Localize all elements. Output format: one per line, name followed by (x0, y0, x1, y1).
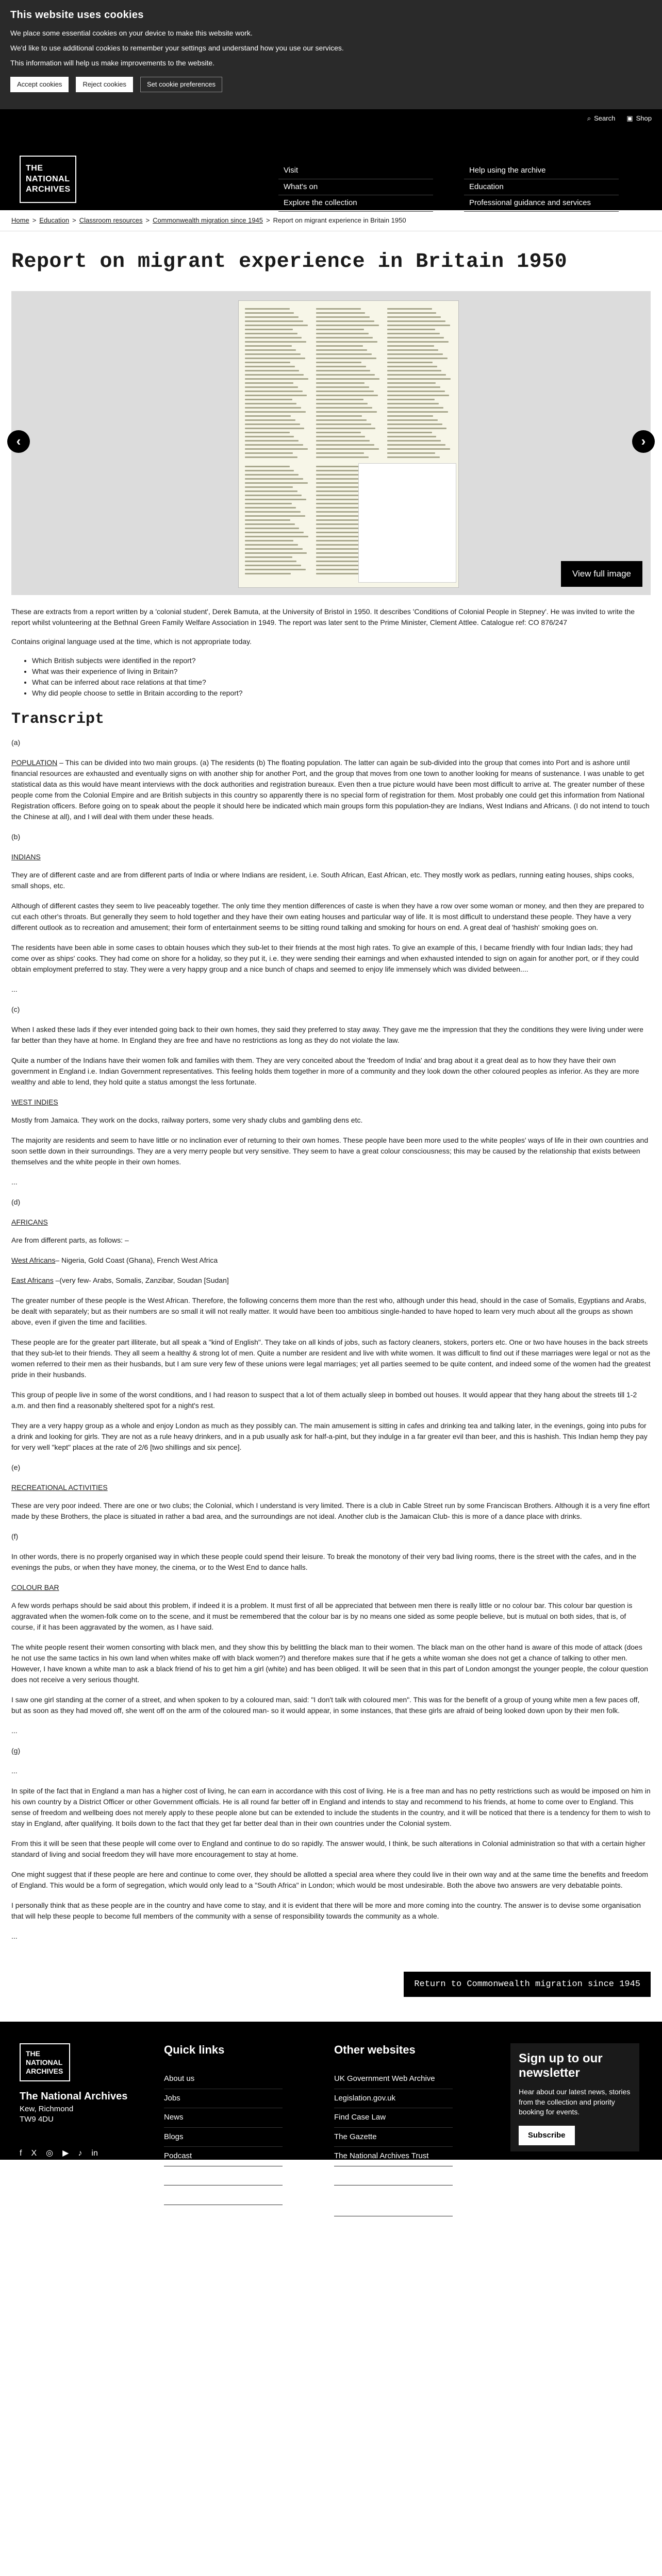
newsletter-signup (510, 2043, 639, 2151)
paragraph: In spite of the fact that in England a man has a higher cost of living, he can earn in accordance with this cost of living. He is a free man and has no petty restrictions such as would be imposed on him in his own country by a District Officer or other Government officials. He is all round far better off in England and intends to stay and recommend to his friends, at home to come over to England. This sense of freedom and wellbeing does not merely apply to these people alone but can be extended to include the students in the country, and it will be noticed that there is a tendency for them to wish to stay in England, after qualifying. It boils down to the fact that they get far better deal than in their own countries under the Colonial system. (11, 1786, 651, 1827)
facebook-icon[interactable]: f (20, 2149, 22, 2158)
transcript-heading: Transcript (11, 710, 105, 728)
footer-link[interactable]: The Gazette (334, 2128, 453, 2147)
section-marker: (c) (11, 1005, 20, 1013)
paragraph: They are a very happy group as a whole and enjoy London as much as they possibly can. The main amusement is sitting in cafes and drinking tea and talking later, in the evenings, going into pubs for a drink and looking for girls. They are not as a rule heavy drinkers, and in a pub usually ask for half-a-pint, but they indulge in a far greater evil than beer, and this is hashish. This Indian hemp they pay for very well "kept" places at the rate of 2/6 [two shillings and six pence]. (11, 1421, 648, 1451)
breadcrumb-education[interactable]: Education (39, 216, 70, 224)
paragraph: These are very poor indeed. There are one or two clubs; the Colonial, which I understand is very limited. There is a club in Cable Street run by some Franciscan Brothers. Although it is a very fine effort made by these Brothers, the place is situated in rather a bad area, and the surroundings are not ideal. Another club is the Jamaican Club- this is more of a dance place with drinks. (11, 1501, 650, 1520)
ellipsis: ... (11, 985, 18, 993)
question: • Why did people choose to settle in Britain according to the report? (32, 688, 651, 699)
footer-link[interactable]: About us (164, 2070, 283, 2089)
shop-icon: ▣ (626, 114, 633, 123)
ellipsis: ... (11, 1726, 18, 1735)
next-arrow-icon[interactable]: › (632, 430, 655, 453)
paragraph: I personally think that as these people are in the country and have come to stay, and it is evident that there will be more and more coming into the country. The answer is to devise some organisation that will help these people to become full members of the community with a sense of responsibility towards the community as a whole. (11, 1901, 641, 1920)
section-heading: WEST INDIES (11, 1097, 58, 1106)
view-full-image-button[interactable]: View full image (561, 561, 642, 587)
footer-link[interactable]: Find Case Law (334, 2108, 453, 2128)
footer-link[interactable]: The National Archives Design System (334, 2185, 453, 2216)
footer-link[interactable]: Contact us (164, 2185, 283, 2205)
paragraph: In other words, there is no properly organised way in which these people could spend their leisure. To break the monotony of their very bad living rooms, there is the street with the cafes, and in the evenings the pubs, or when they have money, the cinema, or to the West End to dance halls. (11, 1552, 637, 1571)
nav-whats-on[interactable]: What's on (278, 179, 433, 196)
section-heading: COLOUR BAR (11, 1583, 59, 1591)
other-websites (334, 2041, 453, 2216)
document-image (238, 300, 459, 588)
section-marker: (e) (11, 1463, 21, 1471)
other-websites-title: Other websites (334, 2043, 416, 2056)
subscribe-button[interactable]: Subscribe (519, 2126, 575, 2146)
paragraph: Although of different castes they seem to live peaceably together. The only time they mention differences of caste is when they have a row over some woman or money, and then they are prepared to cut each other's throats. But generally they seem to hold together and they have their own eating houses and particular way of life. It is most difficult to understand these people. They have a very different outlook as to recreation and amusement; their form of entertainment seems to be sitting round talking and smoking for hours on end. A great deal of 'hashish' smoking goes on. (11, 901, 644, 931)
top-bar (0, 109, 662, 128)
cookie-preferences-button[interactable]: Set cookie preferences (140, 77, 222, 92)
paragraph: Are from different parts, as follows: – (11, 1235, 129, 1244)
x-icon[interactable]: X (31, 2149, 37, 2158)
footer-link[interactable]: Podcast (164, 2147, 283, 2166)
section-marker: (g) (11, 1746, 21, 1755)
shop-link[interactable]: ▣ Shop (626, 113, 652, 124)
nav-services[interactable]: Professional guidance and services (464, 195, 619, 212)
search-link[interactable]: ⌕ Search (587, 113, 615, 124)
nav-education[interactable]: Education (464, 179, 619, 196)
question: • What was their experience of living in Britain? (32, 666, 651, 677)
nav-explore[interactable]: Explore the collection (278, 195, 433, 212)
main-nav-right (464, 163, 619, 212)
reject-cookies-button[interactable]: Reject cookies (76, 77, 133, 92)
youtube-icon[interactable]: ▶ (62, 2149, 69, 2158)
cookie-text: We place some essential cookies on your device to make this website work. (10, 29, 253, 37)
footer-link[interactable]: The National Archives Trust (334, 2147, 453, 2166)
paragraph: They are of different caste and are from different parts of India or where Indians are resident, i.e. South African, East African, etc. They mostly work as pedlars, running eating houses, ships cooks, small shops, etc. (11, 870, 634, 890)
paragraph: These people are for the greater part illiterate, but all speak a "kind of English". They take on all kinds of jobs, such as factory cleaners, stokers, porters etc. One or two have houses in the back streets that they sub-let to their friends. They all seem a healthy & strong lot of men. Quite a number are resident and live with white women. It was difficult to find out if these marriages were legal or not as the women referred to their men as their husbands, but I am sure very few of these unions were legal marriages; yet all parties seemed to be quite content, and indeed some of the women had the greatest pride in their husbands. (11, 1337, 651, 1379)
section-heading: AFRICANS (11, 1217, 48, 1226)
footer-link[interactable]: Legislation.gov.uk (334, 2089, 453, 2109)
paragraph: The residents have been able in some cases to obtain houses which they sub-let to their friends at the most high rates. To give an example of this, I became friendly with four Indian lads; they had come over as ships' cooks. They had come on shore for a holiday, so they put it, i.e. they were sending their earnings and when exhausted intended to sign on again for another port, or if they could obtain employment preferred to stay. They were a very happy group and a nice bunch of chaps and seemed to enjoy life immensely which was divided between.... (11, 943, 639, 973)
footer-address: Kew, Richmond TW9 4DU (20, 2105, 74, 2124)
cookie-title: This website uses cookies (10, 9, 144, 21)
ellipsis: ... (11, 1931, 18, 1940)
transcript (0, 737, 662, 1942)
page-title: Report on migrant experience in Britain 1950 (11, 250, 568, 274)
cookie-banner (0, 0, 662, 109)
footer-link[interactable]: News (164, 2108, 283, 2128)
ellipsis: ... (11, 1766, 18, 1775)
section-marker: (f) (11, 1532, 19, 1540)
breadcrumb-current: Report on migrant experience in Britain 1950 (273, 216, 406, 224)
breadcrumb: Home > Education > Classroom resources > Commonwealth migration since 1945 > Report on migrant experience in Britain 1950 (0, 210, 662, 231)
footer-logo[interactable]: THE NATIONAL ARCHIVES (20, 2043, 70, 2081)
breadcrumb-home[interactable]: Home (11, 216, 29, 224)
cookie-text: We'd like to use additional cookies to remember your settings and understand how you use our services. (10, 44, 344, 52)
section-marker: (b) (11, 832, 21, 841)
footer (0, 2022, 662, 2211)
paragraph: West Africans– Nigeria, Gold Coast (Ghana), French West Africa (11, 1256, 218, 1264)
footer-link[interactable]: Press room (164, 2166, 283, 2186)
nav-visit[interactable]: Visit (278, 163, 433, 179)
ellipsis: ... (11, 1177, 18, 1186)
paragraph: A few words perhaps should be said about this problem, if indeed it is a problem. It must first of all be appreciated that between men there is really little or no colour bar. This colour bar question is aggravated when the women-folk come on to the scene, and it must be remembered that the colour bar is by no means one sided as some people believe, but is mutual on both sides, that is, of course, if it has been aggravated by the women, as I have said. (11, 1601, 633, 1631)
paragraph: One might suggest that if these people are here and continue to come over, they should be allotted a special area where they could live in their own way and at the same time the benefits and freedom of England. This would be a form of segregation, which would only lead to a "South Africa" in London; which would be most undesirable. Both the above two answers are very debatable points. (11, 1870, 649, 1889)
question-list (32, 655, 651, 699)
linkedin-icon[interactable]: in (91, 2149, 98, 2158)
image-viewer (11, 291, 651, 595)
section-heading: INDIANS (11, 852, 41, 861)
quick-links-title: Quick links (164, 2043, 225, 2056)
paragraph: From this it will be seen that these people will come over to England and continue to do so rapidly. The answer would, I think, be such alterations in Colonial administration so that with a certain higher standard of living and social freedom they will have more encouragement to stay at home. (11, 1839, 646, 1858)
breadcrumb-classroom[interactable]: Classroom resources (79, 216, 143, 224)
paragraph: East Africans –(very few- Arabs, Somalis, Zanzibar, Soudan [Sudan] (11, 1276, 229, 1284)
site-logo[interactable]: THE NATIONAL ARCHIVES (20, 156, 76, 203)
footer-link[interactable]: Jobs (164, 2089, 283, 2109)
masthead (0, 128, 662, 210)
tiktok-icon[interactable]: ♪ (78, 2149, 82, 2158)
section-marker: (d) (11, 1197, 21, 1206)
paragraph: This group of people live in some of the worst conditions, and I had reason to suspect that a lot of them actually sleep in bombed out houses. It would appear that they hang about the streets till 1-2 a.m. and then find a reasonably sheltered spot for a night's rest. (11, 1390, 637, 1410)
section-heading: RECREATIONAL ACTIVITIES (11, 1483, 108, 1492)
footer-link[interactable]: Blogs (164, 2128, 283, 2147)
instagram-icon[interactable]: ◎ (46, 2149, 54, 2158)
footer-link[interactable]: Friends of The National Archives (334, 2166, 453, 2186)
quick-links (164, 2041, 283, 2205)
paragraph: I saw one girl standing at the corner of a street, and when spoken to by a coloured man, said: "I don't talk with coloured men". This was for the benefit of a group of young white men a few paces off, but as soon as they had moved off, she went off on the arm of the coloured man- so it would appear, in some instances, that these girls are afraid of being looked down upon by their men folk. (11, 1695, 640, 1715)
paragraph: Quite a number of the Indians have their women folk and families with them. They are very conceited about the 'freedom of India' and brag about it a great deal as to how they have their own government in England i.e. Indian Government representatives. This feeling holds them together in more of a community and they look down the other coloured peoples as inferior. As they are more wealthy and able to lend, they hold quite a status amongst the less fortunate. (11, 1056, 639, 1086)
paragraph: POPULATION – This can be divided into two main groups. (a) The residents (b) The floating population. The latter can again be sub-divided into the group that comes into Port and is ashore until financial resources are exhausted and eventually signs on with another ship for another Port, and the group that moves from one town to another looking for means of sustenance. I was unable to get statistical data as this would have meant interviews with the dock authorities and registration bureaux. Even then a true picture would have been most difficult to arrive at. The greater number of these people come from the Colonial Empire and are British subjects in this country so apparently there is no special form of registration for them. Most probably one could get this information from National Registration officers. Before going on to speak about the people it should here be indicated which main groups form this population-they are Indians, West Indians and Africans. (I do not intend to touch the Chinese at all), and I will deal with them under these heads. (11, 758, 650, 821)
social-links (20, 2147, 98, 2160)
paragraph: Mostly from Jamaica. They work on the docks, railway porters, some very shady clubs and gambling dens etc. (11, 1115, 363, 1124)
paragraph: The white people resent their women consorting with black men, and they show this by belittling the black man to their women. The black man on the other hand is aware of this mode of attack (does he not use the same tactics in his own land when whites make off with black women?) and therefore makes sure that if he gets a white woman she does not get a chance of talking to other men. However, I have known a white man to ask a black friend of his to get him a girl (white) and has been obliged. It will be seen that in this part of London amongst the younger people, the colour question does not receive a very serious thought. (11, 1642, 649, 1684)
previous-arrow-icon[interactable]: ‹ (7, 430, 30, 453)
return-row (0, 1951, 662, 2022)
paragraph: When I asked these lads if they ever intended going back to their own homes, they said they preferred to stay away. They gave me the impression that they the conditions they were living under were far better than they have at home. In England they are free and have no restrictions as long as they do not violate the law. (11, 1025, 643, 1044)
search-icon: ⌕ (587, 114, 591, 123)
paragraph: The majority are residents and seem to have little or no inclination ever of returning to their own homes. These people have been more used to the white peoples' ways of life in their own countries and soon settle down in their surroundings. They are a very merry people but very sensitive. They seem to have a great colour consciousness; this may be caused by the relationship that exists between themselves and the white people in their own homes. (11, 1136, 649, 1166)
breadcrumb-commonwealth[interactable]: Commonwealth migration since 1945 (153, 216, 263, 224)
question: • Which British subjects were identified in the report? (32, 655, 651, 666)
question: • What can be inferred about race relations at that time? (32, 677, 651, 688)
return-button[interactable]: Return to Commonwealth migration since 1945 (404, 1972, 651, 1997)
intro (0, 595, 662, 699)
footer-org-name: The National Archives (20, 2091, 128, 2102)
main-nav-left (278, 163, 433, 212)
content-warning: Contains original language used at the time, which is not appropriate today. (11, 637, 252, 646)
newsletter-title: Sign up to our newsletter (519, 2052, 603, 2080)
newsletter-text: Hear about our latest news, stories from the collection and priority booking for events. (519, 2088, 631, 2116)
section-marker: (a) (11, 738, 21, 747)
intro-text: These are extracts from a report written by a 'colonial student', Derek Bamuta, at the University of Bristol in 1950. It describes 'Conditions of Colonial People in Stepney'. He was invited to write the report whilst volunteering at the Bethnal Green Family Welfare Association in 1949. The report was later sent to the Prime Minister, Clement Attlee. Catalogue ref: CO 876/247 (11, 607, 635, 626)
nav-help[interactable]: Help using the archive (464, 163, 619, 179)
paragraph: The greater number of these people is the West African. Therefore, the following concerns them more than the rest who, although under this head, should in the case of Somalis, Egyptians and Arabs, be dealt with separately; but as their numbers are so small it will not really matter. It would have been too ambitious single-handed to have hoped to learn very much about all the groups as shown above, even if given the time and facilities. (11, 1296, 647, 1326)
footer-link[interactable]: UK Government Web Archive (334, 2070, 453, 2089)
cookie-text: This information will help us make improvements to the website. (10, 59, 215, 67)
accept-cookies-button[interactable]: Accept cookies (10, 77, 69, 92)
